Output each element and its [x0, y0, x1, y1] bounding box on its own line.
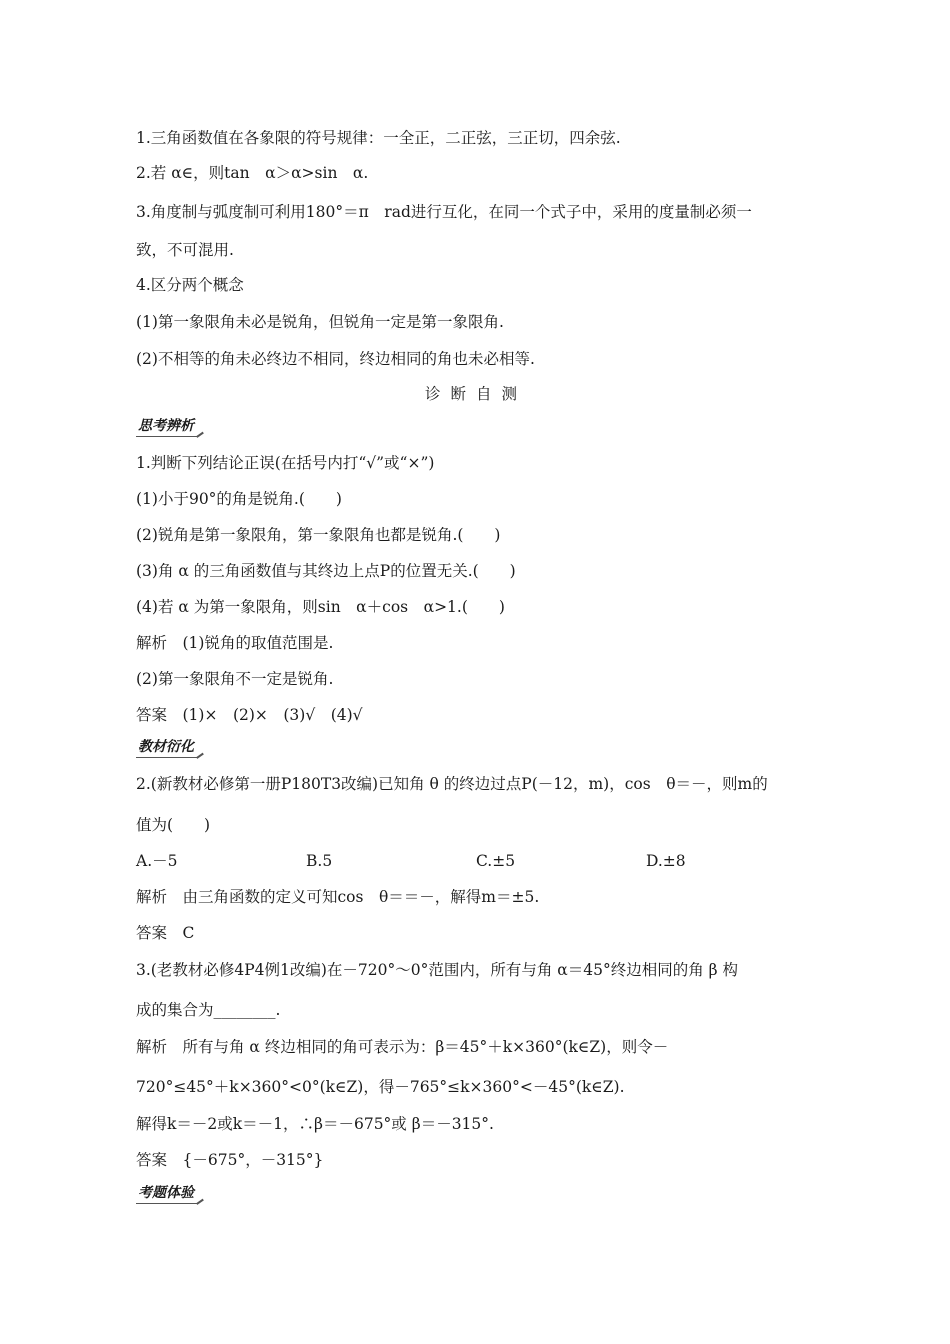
q2-stem-1: 2.(新教材必修第一册P180T3改编)已知角 θ 的终边过点P(－12，m)，cos θ＝－，则m的 [136, 775, 768, 793]
summary-line-4: 致，不可混用. [136, 241, 234, 259]
q2-analysis: 解析 由三角函数的定义可知cos θ＝＝－，解得m＝±5. [136, 888, 540, 906]
q2-option-b: B.5 [306, 852, 333, 870]
q2-option-c: C.±5 [476, 852, 516, 870]
q1-answer: 答案 (1)× (2)× (3)√ (4)√ [136, 706, 363, 724]
q1-analysis-2: (2)第一象限角不一定是锐角. [136, 670, 334, 688]
q1-item-1: (1)小于90°的角是锐角.( ) [136, 490, 342, 508]
q1-stem: 1.判断下列结论正误(在括号内打“√”或“×”) [136, 454, 435, 472]
q2-option-d: D.±8 [646, 852, 686, 870]
q3-stem-2: 成的集合为________. [136, 1001, 281, 1019]
q3-analysis-2: 720°≤45°＋k×360°<0°(k∈Z)，得－765°≤k×360°<－45°(k∈Z). [136, 1078, 625, 1096]
q1-item-4: (4)若 α 为第一象限角，则sin α＋cos α>1.( ) [136, 598, 505, 616]
summary-line-7: (2)不相等的角未必终边不相同，终边相同的角也未必相等. [136, 350, 535, 368]
q2-stem-2: 值为( ) [136, 816, 211, 834]
q1-item-2: (2)锐角是第一象限角，第一象限角也都是锐角.( ) [136, 526, 501, 544]
tag-sikao-bianxi: 思考辨析 [136, 417, 198, 437]
section-title: 诊断自测 [424, 385, 527, 403]
q2-option-a: A.－5 [136, 852, 178, 870]
summary-line-6: (1)第一象限角未必是锐角，但锐角一定是第一象限角. [136, 313, 504, 331]
tag-kaoti-tiyan: 考题体验 [136, 1184, 198, 1204]
q3-answer: 答案 {－675°，－315°} [136, 1151, 324, 1169]
summary-line-3: 3.角度制与弧度制可利用180°＝π rad进行互化，在同一个式子中，采用的度量制必须一 [136, 203, 752, 221]
q2-answer: 答案 C [136, 924, 195, 942]
tag-jiaocai-yanhua: 教材衍化 [136, 738, 198, 758]
q3-stem-1: 3.(老教材必修4P4例1改编)在－720°～0°范围内，所有与角 α＝45°终边相同的角 β 构 [136, 961, 739, 979]
q1-item-3: (3)角 α 的三角函数值与其终边上点P的位置无关.( ) [136, 562, 516, 580]
summary-line-5: 4.区分两个概念 [136, 276, 244, 294]
summary-line-1: 1.三角函数值在各象限的符号规律：一全正，二正弦，三正切，四余弦. [136, 129, 621, 147]
q3-analysis-1: 解析 所有与角 α 终边相同的角可表示为：β＝45°＋k×360°(k∈Z)，则令－ [136, 1038, 669, 1056]
summary-line-2: 2.若 α∈，则tan α＞α>sin α. [136, 164, 369, 182]
q1-analysis-1: 解析 (1)锐角的取值范围是. [136, 634, 334, 652]
q3-analysis-3: 解得k＝－2或k＝－1，∴β＝－675°或 β＝－315°. [136, 1115, 494, 1133]
